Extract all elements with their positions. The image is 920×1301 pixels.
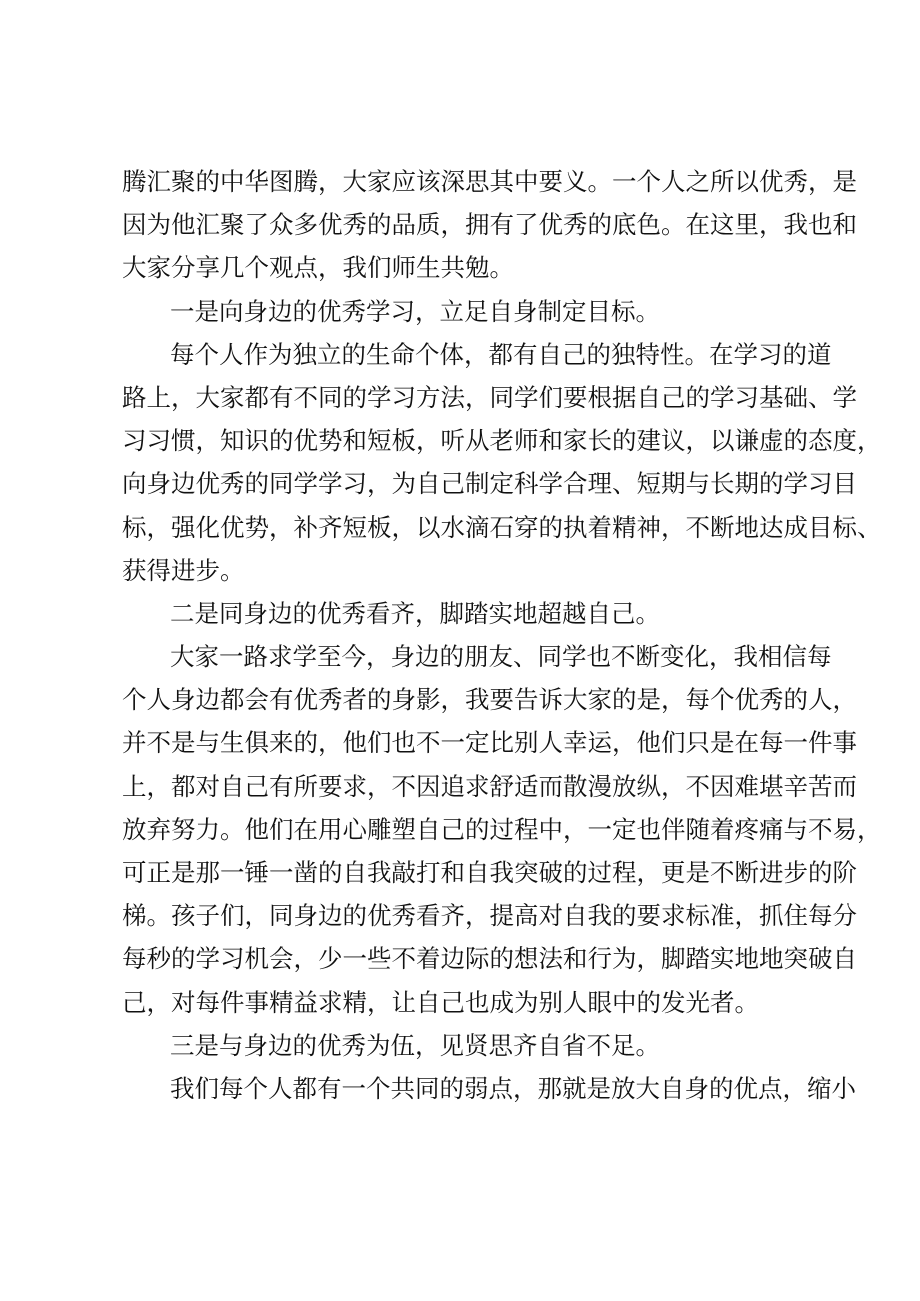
section-heading	[122, 290, 822, 333]
section-heading	[122, 1024, 822, 1067]
text-line: 腾汇聚的中华图腾，大家应该深思其中要义。一个人之所以优秀，是	[122, 167, 857, 196]
text-line: 梯。孩子们，同身边的优秀看齐，提高对自我的要求标准，抓住每分	[122, 901, 857, 931]
text-line: 习习惯，知识的优势和短板，听从老师和家长的建议，以谦虚的态度，	[122, 426, 882, 456]
text-line: 可正是那一锤一凿的自我敲打和自我突破的过程，更是不断进步的阶	[122, 858, 857, 887]
text-line: 向身边优秀的同学学习，为自己制定科学合理、短期与长期的学习目	[122, 469, 857, 499]
text-line: 放弃努力。他们在用心雕塑自己的过程中，一定也伴随着疼痛与不易，	[122, 814, 882, 844]
text-line: 并不是与生俱来的，他们也不一定比别人幸运，他们只是在每一件事	[122, 728, 857, 758]
text-line: 标，强化优势，补齐短板，以水滴石穿的执着精神，不断地达成目标、	[122, 512, 882, 542]
text-line: 己，对每件事精益求精，让自己也成为别人眼中的发光者。	[122, 987, 759, 1017]
text-line: 每个人作为独立的生命个体，都有自己的独特性。在学习的道	[170, 339, 832, 369]
text-line: 一是向身边的优秀学习，立足自身制定目标。	[170, 296, 660, 326]
paragraph	[122, 160, 857, 290]
text-line: 三是与身边的优秀为伍，见贤思齐自省不足。	[170, 1030, 660, 1060]
text-line: 二是同身边的优秀看齐，脚踏实地超越自己。	[170, 598, 660, 628]
paragraph	[122, 1067, 856, 1110]
text-line: 获得进步。	[122, 555, 245, 585]
text-line: 大家分享几个观点，我们师生共勉。	[122, 253, 514, 283]
text-line: 因为他汇聚了众多优秀的品质，拥有了优秀的底色。在这里，我也和	[122, 210, 857, 240]
text-line: 每秒的学习机会，少一些不着边际的想法和行为，脚踏实地地突破自	[122, 944, 857, 974]
text-line: 大家一路求学至今，身边的朋友、同学也不断变化，我相信每	[170, 642, 832, 672]
document-body	[122, 160, 882, 1110]
text-line: 我们每个人都有一个共同的弱点，那就是放大自身的优点，缩小	[170, 1073, 856, 1103]
text-line: 路上，大家都有不同的学习方法，同学们要根据自己的学习基础、学	[122, 382, 857, 412]
text-line: 个人身边都会有优秀者的身影，我要告诉大家的是，每个优秀的人，	[122, 685, 857, 715]
paragraph	[122, 333, 882, 592]
text-line: 上，都对自己有所要求，不因追求舒适而散漫放纵，不因难堪辛苦而	[122, 771, 857, 801]
paragraph	[122, 635, 882, 1024]
section-heading	[122, 592, 822, 635]
